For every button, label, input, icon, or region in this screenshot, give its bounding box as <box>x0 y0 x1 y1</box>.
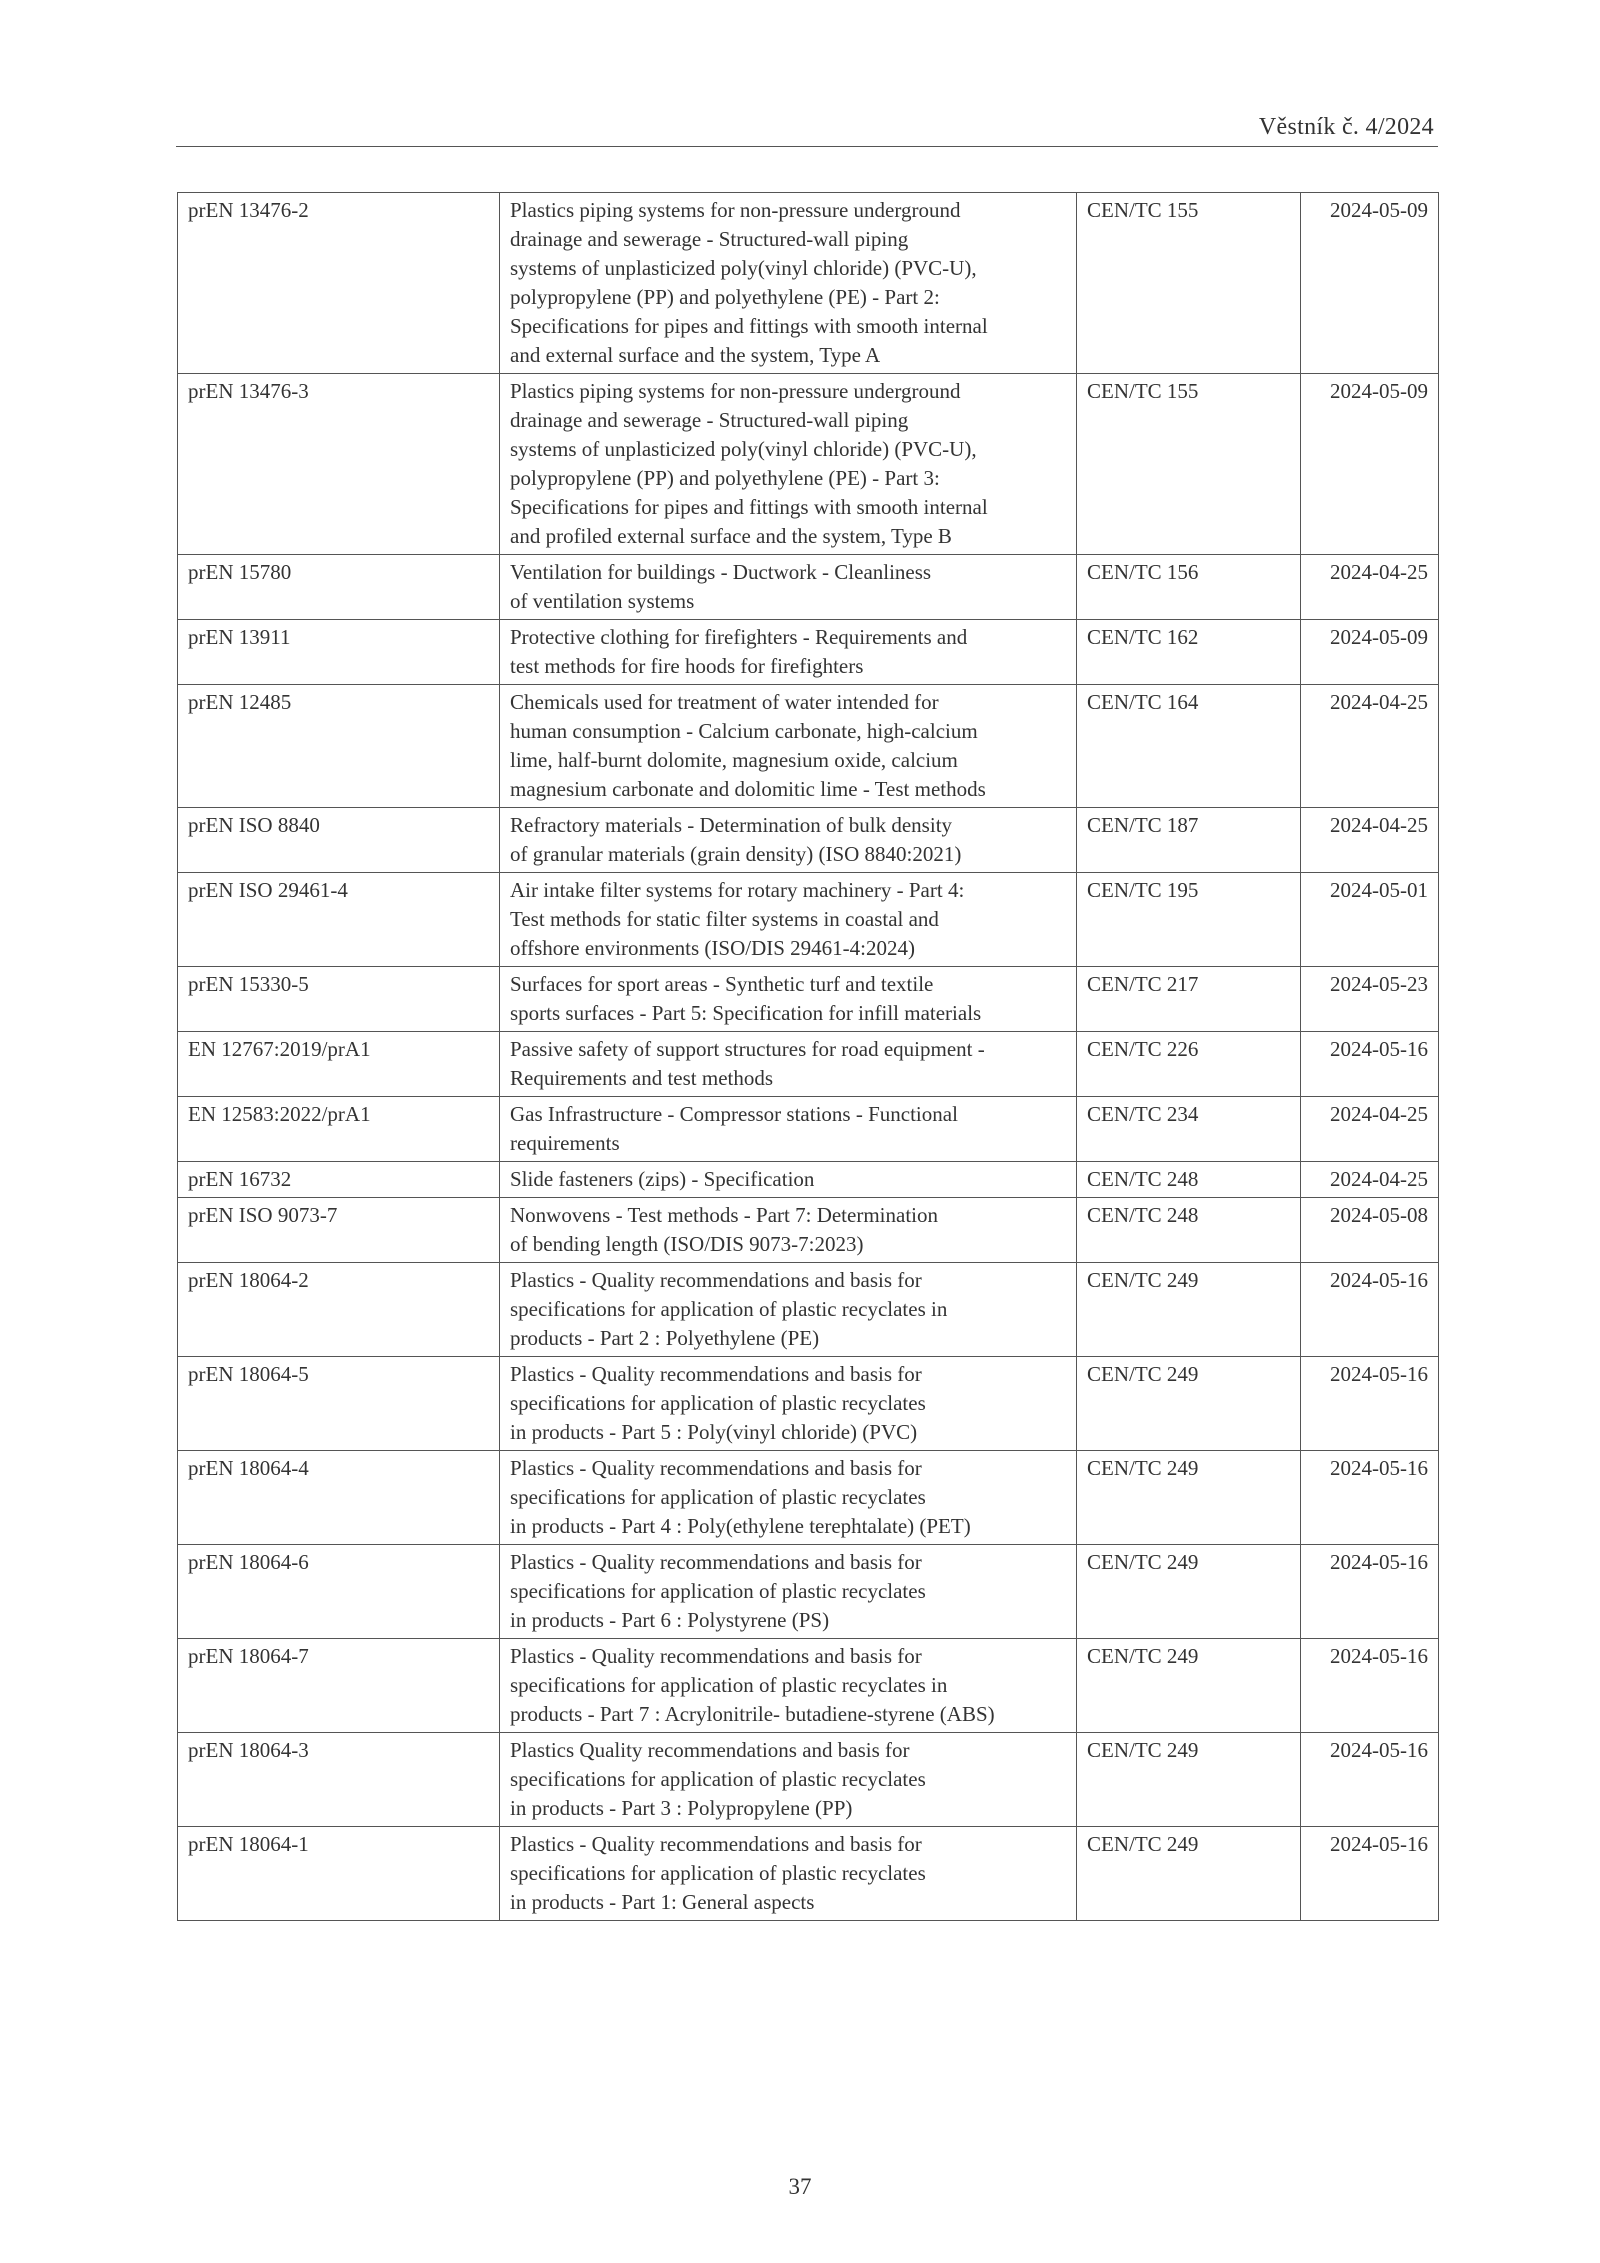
table-row <box>178 685 1439 808</box>
standard-title: Refractory materials - Determination of bulk density of granular materials (grain density) (ISO 8840:2021) <box>500 808 1077 873</box>
standard-code: prEN 15330-5 <box>178 967 500 1032</box>
standard-code: prEN 18064-1 <box>178 1827 500 1921</box>
technical-committee: CEN/TC 249 <box>1077 1451 1301 1545</box>
table-row <box>178 1827 1439 1921</box>
standard-code: prEN 15780 <box>178 555 500 620</box>
table-row <box>178 1263 1439 1357</box>
technical-committee: CEN/TC 164 <box>1077 685 1301 808</box>
table-row <box>178 1097 1439 1162</box>
technical-committee: CEN/TC 249 <box>1077 1545 1301 1639</box>
deadline-date: 2024-05-09 <box>1301 193 1439 374</box>
technical-committee: CEN/TC 248 <box>1077 1162 1301 1198</box>
standard-title: Protective clothing for firefighters - Requirements and test methods for fire hoods for firefighters <box>500 620 1077 685</box>
deadline-date: 2024-05-23 <box>1301 967 1439 1032</box>
standards-table-body <box>178 193 1439 1921</box>
standard-code: prEN ISO 9073-7 <box>178 1198 500 1263</box>
deadline-date: 2024-05-16 <box>1301 1357 1439 1451</box>
page-number: 37 <box>788 2174 812 2199</box>
standard-title: Plastics piping systems for non-pressure underground drainage and sewerage - Structured-wall piping systems of unplasticized poly(vinyl chloride) (PVC-U), polypropylene (PP) and polyethylene (PE) - Part 3: Specifications for pipes and fittings with smooth internal and profiled external surface and the system, Type B <box>500 374 1077 555</box>
table-row <box>178 1357 1439 1451</box>
standard-code: prEN 18064-5 <box>178 1357 500 1451</box>
standard-title: Plastics - Quality recommendations and basis for specifications for application of plastic recyclates in products - Part 7 : Acrylonitrile- butadiene-styrene (ABS) <box>500 1639 1077 1733</box>
technical-committee: CEN/TC 248 <box>1077 1198 1301 1263</box>
standard-title: Chemicals used for treatment of water intended for human consumption - Calcium carbonate, high-calcium lime, half-burnt dolomite, magnesium oxide, calcium magnesium carbonate and dolomitic lime - Test methods <box>500 685 1077 808</box>
table-row <box>178 374 1439 555</box>
standard-code: prEN 18064-4 <box>178 1451 500 1545</box>
standard-title: Plastics Quality recommendations and basis for specifications for application of plastic recyclates in products - Part 3 : Polypropylene (PP) <box>500 1733 1077 1827</box>
technical-committee: CEN/TC 155 <box>1077 374 1301 555</box>
standard-code: prEN ISO 29461-4 <box>178 873 500 967</box>
standard-title: Plastics - Quality recommendations and basis for specifications for application of plastic recyclates in products - Part 5 : Poly(vinyl chloride) (PVC) <box>500 1357 1077 1451</box>
standard-code: prEN 18064-2 <box>178 1263 500 1357</box>
deadline-date: 2024-05-16 <box>1301 1032 1439 1097</box>
deadline-date: 2024-05-16 <box>1301 1639 1439 1733</box>
standard-title: Ventilation for buildings - Ductwork - Cleanliness of ventilation systems <box>500 555 1077 620</box>
standard-code: prEN ISO 8840 <box>178 808 500 873</box>
technical-committee: CEN/TC 249 <box>1077 1733 1301 1827</box>
deadline-date: 2024-04-25 <box>1301 685 1439 808</box>
table-row <box>178 1451 1439 1545</box>
standard-title: Nonwovens - Test methods - Part 7: Determination of bending length (ISO/DIS 9073-7:2023) <box>500 1198 1077 1263</box>
table-row <box>178 1545 1439 1639</box>
deadline-date: 2024-04-25 <box>1301 555 1439 620</box>
technical-committee: CEN/TC 162 <box>1077 620 1301 685</box>
table-row <box>178 1733 1439 1827</box>
standards-table <box>177 192 1439 1921</box>
standard-title: Plastics piping systems for non-pressure underground drainage and sewerage - Structured-wall piping systems of unplasticized poly(vinyl chloride) (PVC-U), polypropylene (PP) and polyethylene (PE) - Part 2: Specifications for pipes and fittings with smooth internal and external surface and the system, Type A <box>500 193 1077 374</box>
deadline-date: 2024-05-16 <box>1301 1827 1439 1921</box>
standard-title: Gas Infrastructure - Compressor stations - Functional requirements <box>500 1097 1077 1162</box>
deadline-date: 2024-05-16 <box>1301 1733 1439 1827</box>
standard-code: prEN 13476-2 <box>178 193 500 374</box>
standard-code: prEN 16732 <box>178 1162 500 1198</box>
deadline-date: 2024-04-25 <box>1301 1097 1439 1162</box>
standard-title: Air intake filter systems for rotary machinery - Part 4: Test methods for static filter systems in coastal and offshore environments (ISO/DIS 29461-4:2024) <box>500 873 1077 967</box>
table-row <box>178 193 1439 374</box>
technical-committee: CEN/TC 155 <box>1077 193 1301 374</box>
technical-committee: CEN/TC 249 <box>1077 1357 1301 1451</box>
standard-code: EN 12767:2019/prA1 <box>178 1032 500 1097</box>
table-row <box>178 1032 1439 1097</box>
deadline-date: 2024-05-16 <box>1301 1545 1439 1639</box>
standard-code: EN 12583:2022/prA1 <box>178 1097 500 1162</box>
standard-title: Plastics - Quality recommendations and basis for specifications for application of plastic recyclates in products - Part 2 : Polyethylene (PE) <box>500 1263 1077 1357</box>
deadline-date: 2024-04-25 <box>1301 808 1439 873</box>
technical-committee: CEN/TC 249 <box>1077 1263 1301 1357</box>
standard-title: Plastics - Quality recommendations and basis for specifications for application of plastic recyclates in products - Part 1: General aspects <box>500 1827 1077 1921</box>
standard-title: Surfaces for sport areas - Synthetic turf and textile sports surfaces - Part 5: Specification for infill materials <box>500 967 1077 1032</box>
bulletin-title: Věstník č. 4/2024 <box>1258 114 1434 140</box>
standard-code: prEN 13911 <box>178 620 500 685</box>
standard-title: Slide fasteners (zips) - Specification <box>500 1162 1077 1198</box>
technical-committee: CEN/TC 234 <box>1077 1097 1301 1162</box>
standard-title: Passive safety of support structures for road equipment - Requirements and test methods <box>500 1032 1077 1097</box>
table-row <box>178 555 1439 620</box>
deadline-date: 2024-05-08 <box>1301 1198 1439 1263</box>
deadline-date: 2024-04-25 <box>1301 1162 1439 1198</box>
standard-title: Plastics - Quality recommendations and basis for specifications for application of plastic recyclates in products - Part 6 : Polystyrene (PS) <box>500 1545 1077 1639</box>
table-row <box>178 873 1439 967</box>
standard-code: prEN 18064-7 <box>178 1639 500 1733</box>
standard-title: Plastics - Quality recommendations and basis for specifications for application of plastic recyclates in products - Part 4 : Poly(ethylene terephtalate) (PET) <box>500 1451 1077 1545</box>
table-row <box>178 1198 1439 1263</box>
deadline-date: 2024-05-16 <box>1301 1451 1439 1545</box>
technical-committee: CEN/TC 156 <box>1077 555 1301 620</box>
deadline-date: 2024-05-09 <box>1301 620 1439 685</box>
technical-committee: CEN/TC 187 <box>1077 808 1301 873</box>
standard-code: prEN 18064-6 <box>178 1545 500 1639</box>
page-header <box>176 112 1438 147</box>
deadline-date: 2024-05-09 <box>1301 374 1439 555</box>
technical-committee: CEN/TC 226 <box>1077 1032 1301 1097</box>
standard-code: prEN 18064-3 <box>178 1733 500 1827</box>
table-row <box>178 967 1439 1032</box>
standard-code: prEN 12485 <box>178 685 500 808</box>
technical-committee: CEN/TC 249 <box>1077 1639 1301 1733</box>
table-row <box>178 1162 1439 1198</box>
deadline-date: 2024-05-01 <box>1301 873 1439 967</box>
technical-committee: CEN/TC 249 <box>1077 1827 1301 1921</box>
table-row <box>178 1639 1439 1733</box>
deadline-date: 2024-05-16 <box>1301 1263 1439 1357</box>
table-row <box>178 808 1439 873</box>
standard-code: prEN 13476-3 <box>178 374 500 555</box>
technical-committee: CEN/TC 217 <box>1077 967 1301 1032</box>
table-row <box>178 620 1439 685</box>
technical-committee: CEN/TC 195 <box>1077 873 1301 967</box>
